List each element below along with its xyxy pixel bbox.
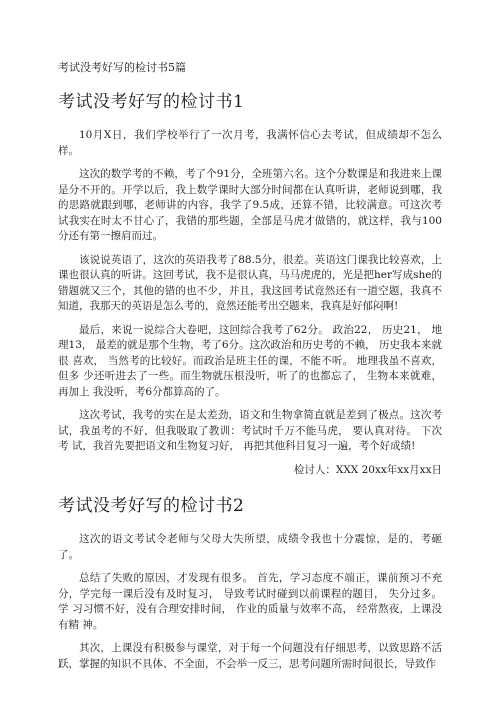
paragraph: 该说说英语了，这次的英语我考了88.5分，很差。英语这门课我比较喜欢，上课也很认真的听讲。这回考试，我不是很认真，马马虎虎的，光是把her写成she的错题就又三个，其他的错的也不少，并且，我这回考试竟然还有一道空题，我真不知道，我那天的英语是怎么考的，竟然还能考出空题来，我真是好郁闷啊! — [58, 253, 442, 312]
section-2 — [58, 494, 442, 672]
document-title: 考试没考好写的检讨书5篇 — [58, 61, 186, 74]
paragraph: 这次考试，我考的实在是太差劲，语文和生物拿简直就是差到了极点。这次考试，我虽考的不好，但我吸取了教训：考试时千万不能马虎， 要认真对待。 下次考 试，我首先要把语文和生物复习好， 再把其他科目复习一遍，考个好成绩! — [58, 409, 442, 452]
section-1 — [58, 90, 442, 478]
section-heading: 考试没考好写的检讨书2 — [58, 496, 245, 516]
paragraph: 最后，来说一说综合大卷吧，这回综合我考了62分。 政治22， 历史21， 地理13， 最差的就是那个生物，考了6分。这次政治和历史考的不赖， 历史我本来就很 喜欢， 当然考的比较好。而政治是班主任的课，不能不听。 地理我虽不喜欢，但多 少还听进去了一些。而生物就压根没听，听了的也都忘了， 生物本来就难， 再加上 我没听，考6分都算高的了。 — [58, 323, 442, 398]
signature: 检讨人：XXX 20xx年xx月xx日 — [293, 463, 442, 476]
paragraph: 10月X日，我们学校举行了一次月考，我满怀信心去考试，但成绩却不怎么样。 — [58, 129, 442, 157]
section-heading: 考试没考好写的检讨书1 — [58, 92, 245, 112]
paragraph: 其次，上课没有积极参与课堂，对于每一个问题没有仔细思考，以致思路不活跃，掌握的知识不具体、不全面，不会举一反三，思考问题所需时间很长，导致作 — [58, 642, 442, 670]
paragraph: 这次的语文考试令老师与父母大失所望，成绩令我也十分震惊，是的，考砸了。 — [58, 533, 442, 561]
paragraph: 总结了失败的原因，才发现有很多。 首先，学习态度不端正，课前预习不充分，学完每一课后没有及时复习， 导致考试时碰到以前课程的题目， 失分过多。 学 习习惯不好，没有合理安排时间， 作业的质量与效率不高， 经常熬夜，上课没有精 神。 — [58, 572, 442, 631]
paragraph: 这次的数学考的不赖，考了个91分，全班第六名。这个分数课是和我进来上课是分不开的。开学以后，我上数学课时大部分时间都在认真听讲，老师说到哪，我的思路就跟到哪，老师讲的内容，我学了9.5成，还算不错，比较满意。可这次考试我实在时太不甘心了，我错的那些题，全部是马虎才做错的，就这样，我与100分还有第一擦肩而过。 — [58, 168, 442, 242]
